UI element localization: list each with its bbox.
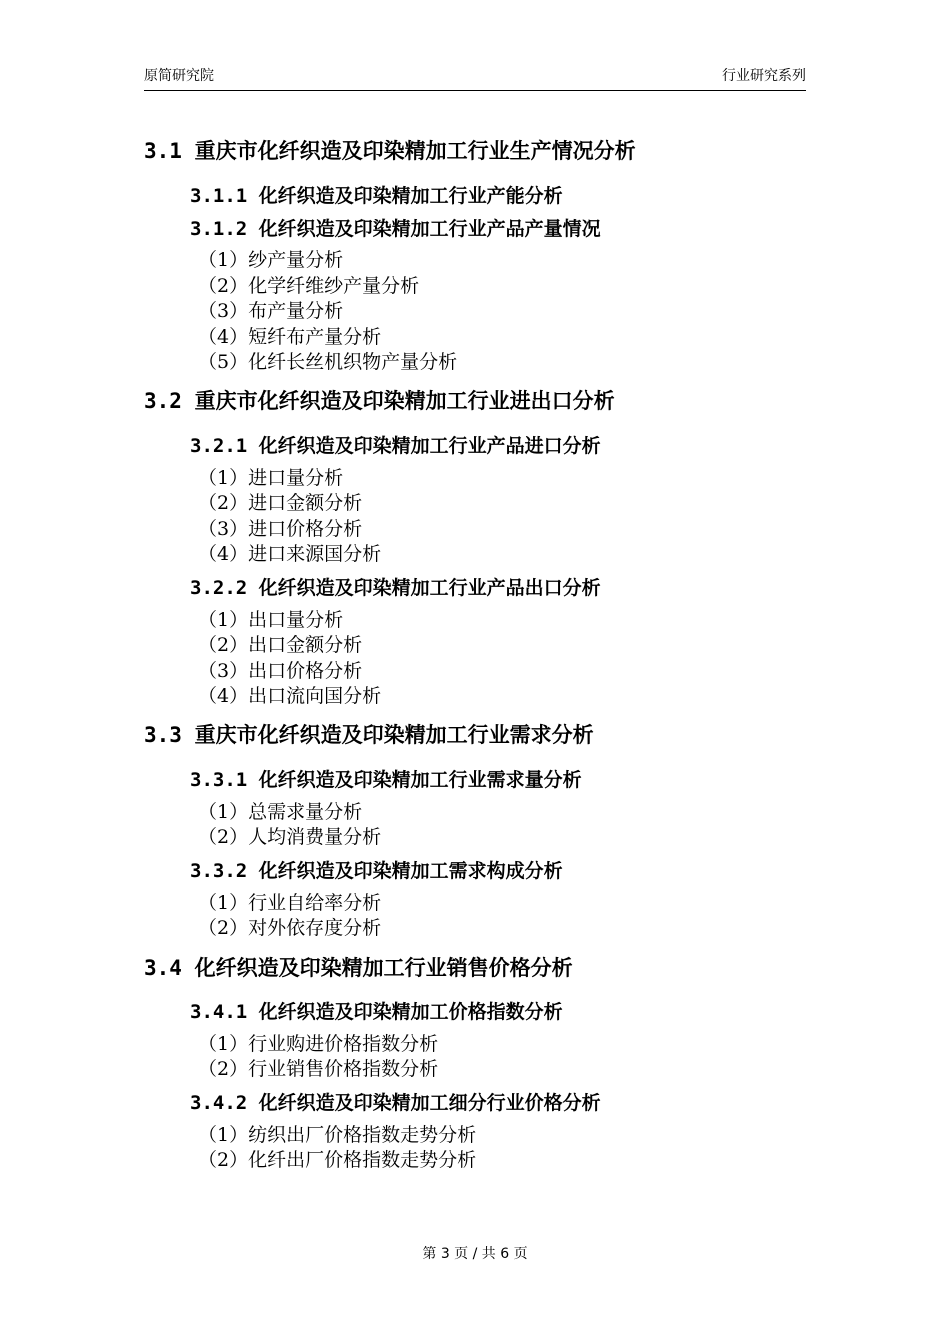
list-item: （1）行业购进价格指数分析 <box>198 1033 439 1055</box>
section-heading-3-3: 3.3 重庆市化纤织造及印染精加工行业需求分析 <box>144 723 594 747</box>
subsection-heading-3-3-1: 3.3.1 化纤织造及印染精加工行业需求量分析 <box>190 769 582 791</box>
list-item: （2）对外依存度分析 <box>198 917 382 939</box>
list-item: （2）化纤出厂价格指数走势分析 <box>198 1149 477 1171</box>
page-footer <box>0 1244 950 1264</box>
section-heading-3-2: 3.2 重庆市化纤织造及印染精加工行业进出口分析 <box>144 389 615 413</box>
list-item: （2）行业销售价格指数分析 <box>198 1058 439 1080</box>
subsection-heading-3-4-1: 3.4.1 化纤织造及印染精加工价格指数分析 <box>190 1001 563 1023</box>
subsection-heading-3-2-2: 3.2.2 化纤织造及印染精加工行业产品出口分析 <box>190 577 601 599</box>
section-heading-3-4: 3.4 化纤织造及印染精加工行业销售价格分析 <box>144 956 573 980</box>
subsection-heading-3-3-2: 3.3.2 化纤织造及印染精加工需求构成分析 <box>190 860 563 882</box>
list-item: （3）出口价格分析 <box>198 660 363 682</box>
subsection-heading-3-2-1: 3.2.1 化纤织造及印染精加工行业产品进口分析 <box>190 435 601 457</box>
list-item: （3）进口价格分析 <box>198 518 363 540</box>
page-header <box>144 66 806 91</box>
subsection-heading-3-4-2: 3.4.2 化纤织造及印染精加工细分行业价格分析 <box>190 1092 601 1114</box>
list-item: （1）行业自给率分析 <box>198 892 382 914</box>
list-item: （4）短纤布产量分析 <box>198 326 382 348</box>
subsection-heading-3-1-1: 3.1.1 化纤织造及印染精加工行业产能分析 <box>190 185 563 207</box>
list-item: （1）进口量分析 <box>198 467 344 489</box>
list-item: （2）出口金额分析 <box>198 634 363 656</box>
list-item: （1）总需求量分析 <box>198 801 363 823</box>
header-org-name: 原简研究院 <box>144 68 214 84</box>
section-heading-3-1: 3.1 重庆市化纤织造及印染精加工行业生产情况分析 <box>144 139 636 163</box>
list-item: （2）进口金额分析 <box>198 492 363 514</box>
subsection-heading-3-1-2: 3.1.2 化纤织造及印染精加工行业产品产量情况 <box>190 218 601 240</box>
list-item: （2）化学纤维纱产量分析 <box>198 275 420 297</box>
list-item: （1）纺织出厂价格指数走势分析 <box>198 1124 477 1146</box>
list-item: （1）纱产量分析 <box>198 249 344 271</box>
page-number: 第 3 页 / 共 6 页 <box>422 1246 528 1262</box>
list-item: （4）出口流向国分析 <box>198 685 382 707</box>
list-item: （2）人均消费量分析 <box>198 826 382 848</box>
list-item: （5）化纤长丝机织物产量分析 <box>198 351 458 373</box>
header-series-name: 行业研究系列 <box>722 68 806 84</box>
list-item: （3）布产量分析 <box>198 300 344 322</box>
list-item: （4）进口来源国分析 <box>198 543 382 565</box>
list-item: （1）出口量分析 <box>198 609 344 631</box>
